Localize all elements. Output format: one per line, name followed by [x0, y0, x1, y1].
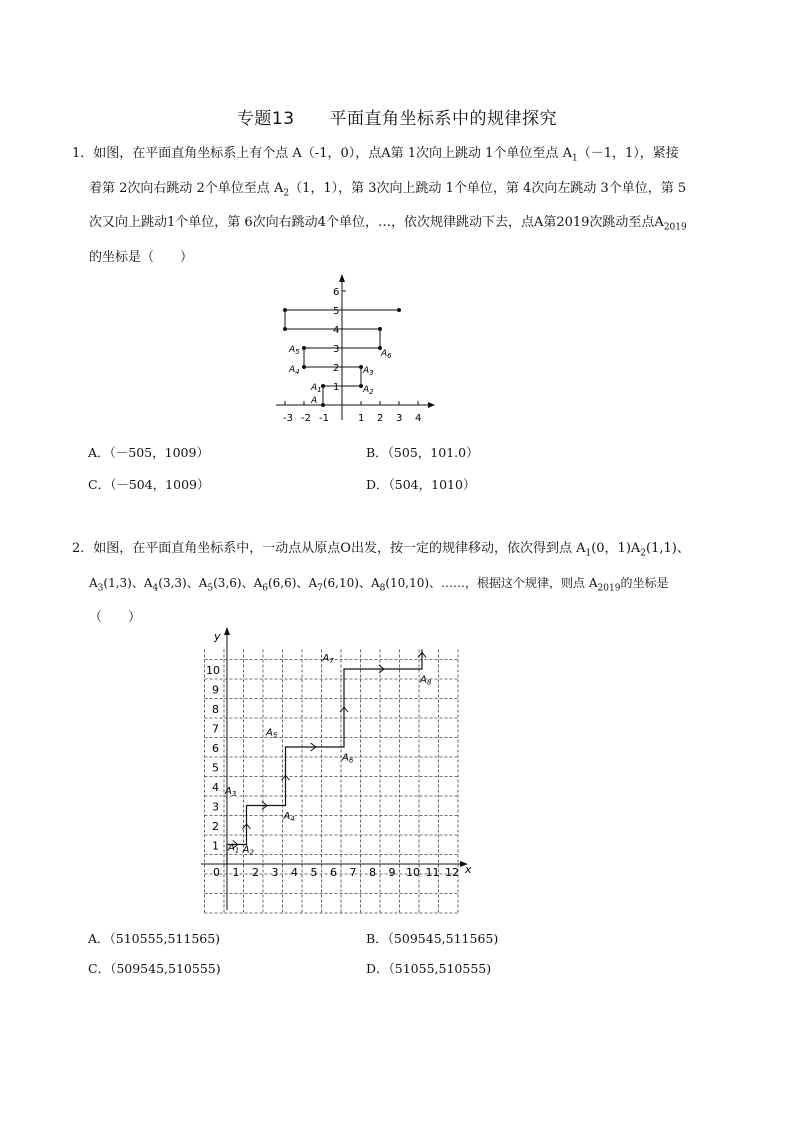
fig2-point-label: $A_1$	[227, 842, 240, 855]
fig1-x-tick: -3	[283, 413, 293, 424]
fig1-y-tick: 5	[333, 306, 340, 317]
fig2-x-tick: 6	[330, 866, 337, 879]
q2-option-a[interactable]: A．（510555,511565)	[88, 931, 221, 946]
question-1	[72, 139, 722, 272]
fig1-x-tick: 2	[377, 413, 384, 424]
fig1-y-arrow	[339, 274, 345, 282]
fig2-y-arrow	[224, 627, 230, 635]
page-title: 专题13 平面直角坐标系中的规律探究	[236, 109, 558, 129]
figure-2-grid-plane	[198, 626, 478, 916]
fig2-x-tick: 4	[291, 866, 298, 879]
fig2-y-tick: 5	[212, 761, 219, 775]
fig1-x-arrow	[428, 402, 435, 408]
fig1-y-tick: 1	[333, 382, 340, 393]
q2-line-1: 2．如图，在平面直角坐标系中，一动点从原点O出发，按一定的规律移动，依次得到点 $A_1(0$，$1)A_2(1,1)$、	[72, 541, 690, 559]
q2-option-b[interactable]: B．（509545,511565)	[366, 931, 499, 946]
fig1-label-A6: $A_6$	[381, 349, 392, 360]
fig2-point-label: $A_7$	[322, 653, 334, 666]
fig2-y-tick: 8	[212, 703, 219, 716]
q1-option-c[interactable]: C．（－504，1009）	[88, 477, 210, 492]
q1-option-a[interactable]: A．（－505，1009）	[88, 445, 209, 460]
fig2-y-tick: 1	[212, 839, 219, 853]
fig2-point-label: $A_3$	[225, 785, 237, 798]
fig2-y-label: y	[214, 630, 221, 643]
fig2-y-tick: 4	[212, 781, 219, 794]
fig1-y-tick: 2	[333, 363, 340, 374]
fig2-point-label: $A_2$	[242, 844, 254, 857]
fig2-point-label: $A_8$	[420, 674, 432, 687]
fig1-y-tick: 6	[333, 287, 340, 298]
q2-line-2: $A_3(1,3)$、$A_4(3,3)$、$A_5(3,6)$、$A_6(6,6)$、$A_7(6,10)$、$A_8(10,10)$、……，根据这个规律，则点 $A_{2019}$的坐标是	[89, 575, 669, 593]
fig2-x-tick: 11	[425, 866, 440, 879]
q2-option-c[interactable]: C．（509545,510555)	[88, 961, 221, 976]
fig2-point-label: $A_6$	[342, 752, 354, 765]
fig1-x-tick: 4	[415, 413, 422, 424]
fig2-y-tick: 6	[212, 742, 219, 755]
fig1-x-tick: -2	[301, 413, 311, 424]
fig1-label-A: A	[311, 396, 318, 406]
fig2-x-tick: 8	[369, 866, 376, 879]
fig2-y-tick: 7	[212, 722, 219, 736]
fig2-x-tick: 9	[388, 866, 396, 879]
fig2-x-tick: 2	[252, 866, 259, 879]
fig1-label-A5: $A_5$	[289, 345, 300, 356]
fig1-x-tick: 3	[396, 413, 403, 424]
fig2-point-label: $A_4$	[283, 811, 295, 824]
q1-line-1: 1．如图，在平面直角坐标系上有个点 A（-1，0），点A第 1次向上跳动 1个单位至点 $A_1(-1$，1），紧接	[72, 146, 679, 164]
fig2-x-tick: 3	[271, 866, 279, 879]
fig1-x-tick: 1	[358, 413, 365, 424]
fig2-x-tick: 12	[445, 866, 459, 879]
fig1-label-A1: $A_1$	[311, 383, 322, 394]
q1-option-b[interactable]: B．（505，101.0）	[366, 445, 479, 460]
fig2-y-tick: 10	[206, 664, 220, 677]
fig2-x-tick: 7	[349, 866, 357, 879]
fig1-label-A3: $A_3$	[363, 366, 374, 377]
fig1-x-tick: -1	[319, 413, 329, 424]
q2-option-d[interactable]: D．（51055,510555)	[366, 961, 492, 976]
fig2-y-tick: 9	[212, 683, 219, 697]
question-2	[72, 534, 722, 632]
q1-option-d[interactable]: D．（504，1010）	[366, 477, 476, 492]
fig1-y-tick: 3	[333, 344, 340, 355]
fig2-point-label: $A_5$	[266, 727, 278, 740]
fig1-label-A2: $A_2$	[363, 385, 374, 396]
fig2-x-tick: 5	[310, 866, 318, 879]
figure-1-coordinate-plane	[270, 270, 440, 430]
q2-line-3: （ ）	[89, 609, 142, 625]
q1-line-4: 的坐标是（ ）	[89, 249, 194, 265]
q1-line-3: 次又向上跳动1个单位，第 6次向右跳动4个单位，…，依次规律跳动下去，点A第2019次跳动至点$A_{2019}$	[89, 215, 687, 233]
fig2-x-label: x	[465, 863, 472, 876]
fig2-x-tick: 1	[232, 866, 240, 879]
q2-number: 2．	[72, 541, 94, 556]
fig2-y-tick: 2	[212, 820, 219, 833]
fig1-label-A4: $A_4$	[289, 365, 300, 376]
fig2-y-tick: 3	[212, 800, 219, 814]
fig2-x-tick: 0	[213, 866, 220, 879]
q1-number: 1．	[72, 146, 94, 161]
fig1-y-tick: 4	[333, 325, 340, 336]
q1-line-2: 着第 2次向右跳动 2个单位至点 $A_2(1$，1），第 3次向上跳动 1个单位，第 4次向左跳动 3个单位，第 5	[89, 180, 687, 199]
fig2-x-tick: 10	[406, 866, 420, 879]
